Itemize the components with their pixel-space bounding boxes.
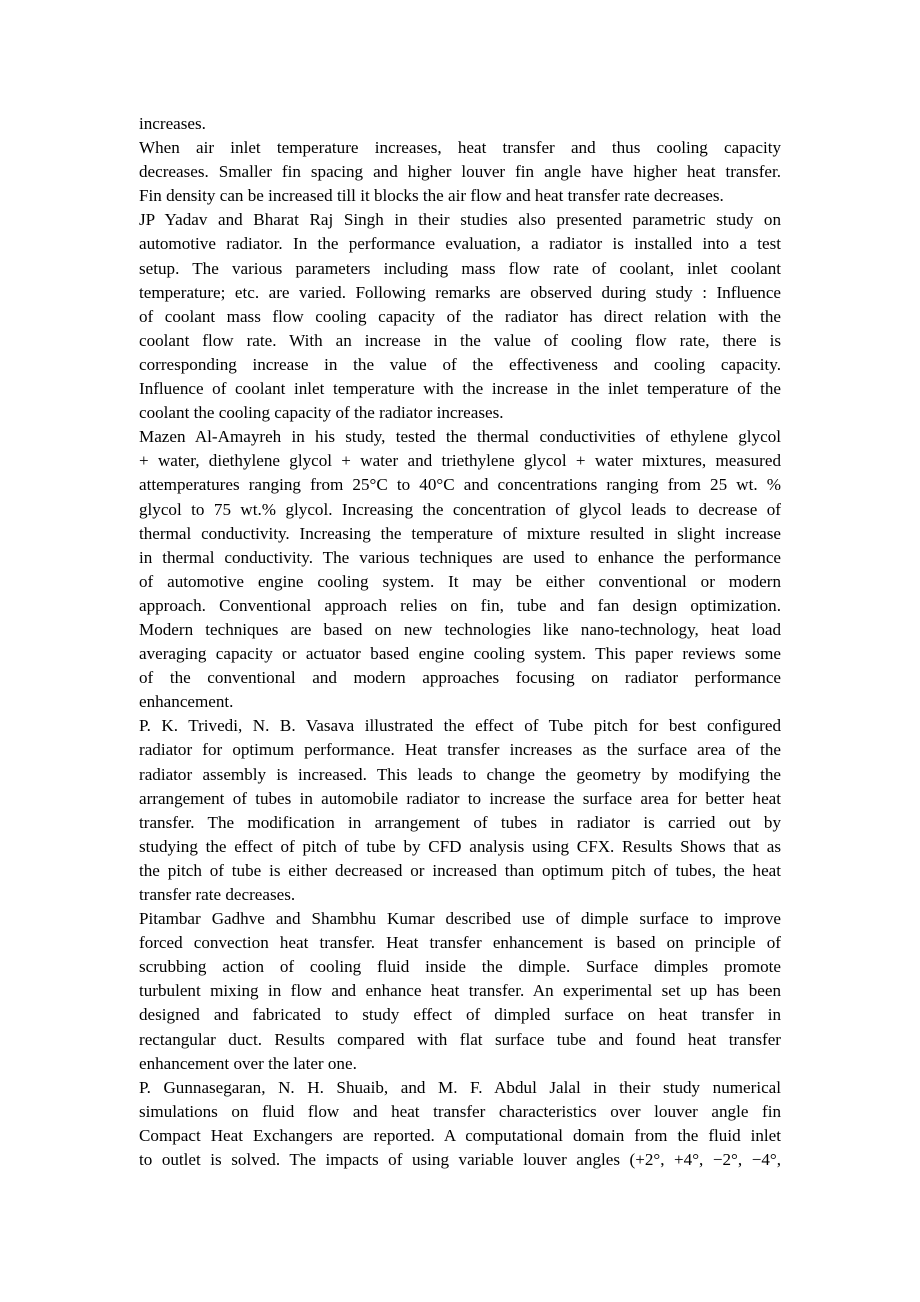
body-paragraph: [139, 112, 781, 136]
text-line: approach. Conventional approach relies on fin, tube and fan design optimization.: [139, 595, 781, 615]
text-line: scrubbing action of cooling fluid inside the dimple. Surface dimples promote: [139, 957, 781, 977]
text-line: setup. The various parameters including mass flow rate of coolant, inlet coolant: [139, 258, 781, 278]
text-line: transfer. The modification in arrangement of tubes in radiator is carried out by: [139, 812, 781, 832]
text-line: averaging capacity or actuator based engine cooling system. This paper reviews some: [139, 644, 781, 664]
text-line: Fin density can be increased till it blocks the air flow and heat transfer rate decreases.: [139, 186, 724, 206]
text-line: Influence of coolant inlet temperature with the increase in the inlet temperature of the: [139, 379, 781, 399]
text-line: decreases. Smaller fin spacing and higher louver fin angle have higher heat transfer.: [139, 162, 781, 182]
text-line: corresponding increase in the value of the effectiveness and cooling capacity.: [139, 354, 781, 374]
text-line: glycol to 75 wt.% glycol. Increasing the concentration of glycol leads to decrease of: [139, 499, 781, 519]
text-line: studying the effect of pitch of tube by CFD analysis using CFX. Results Shows that as: [139, 836, 781, 856]
text-line: of the conventional and modern approaches focusing on radiator performance: [139, 668, 781, 688]
text-line: forced convection heat transfer. Heat transfer enhancement is based on principle of: [139, 933, 781, 953]
body-paragraph: [139, 907, 781, 1076]
text-line: transfer rate decreases.: [139, 885, 296, 904]
text-line: the pitch of tube is either decreased or increased than optimum pitch of tubes, the heat: [139, 860, 781, 880]
body-paragraph: [139, 208, 781, 425]
text-line: + water, diethylene glycol + water and triethylene glycol + water mixtures, measured: [139, 451, 781, 471]
text-line: Compact Heat Exchangers are reported. A computational domain from the fluid inlet: [139, 1125, 781, 1145]
body-paragraph: [139, 1076, 781, 1172]
text-line: thermal conductivity. Increasing the temperature of mixture resulted in slight increase: [139, 523, 781, 543]
text-line: Pitambar Gadhve and Shambhu Kumar described use of dimple surface to improve: [139, 909, 781, 929]
text-line: P. K. Trivedi, N. B. Vasava illustrated the effect of Tube pitch for best configured: [139, 716, 781, 736]
text-line: Modern techniques are based on new technologies like nano-technology, heat load: [139, 619, 781, 639]
text-line: to outlet is solved. The impacts of using variable louver angles (+2°, +4°, −2°, −4°,: [139, 1150, 781, 1170]
text-line: of automotive engine cooling system. It may be either conventional or modern: [139, 571, 781, 591]
text-line: Mazen Al-Amayreh in his study, tested the thermal conductivities of ethylene glycol: [139, 427, 781, 447]
text-line: enhancement over the later one.: [139, 1053, 357, 1073]
body-paragraph: [139, 136, 781, 208]
text-line: enhancement.: [139, 692, 234, 712]
text-line: turbulent mixing in flow and enhance heat transfer. An experimental set up has been: [139, 981, 781, 1001]
text-line: designed and fabricated to study effect of dimpled surface on heat transfer in: [139, 1005, 781, 1025]
text-line: radiator for optimum performance. Heat transfer increases as the surface area of the: [139, 740, 781, 760]
body-paragraph: [139, 425, 781, 714]
text-line: P. Gunnasegaran, N. H. Shuaib, and M. F. Abdul Jalal in their study numerical: [139, 1077, 781, 1097]
text-line: rectangular duct. Results compared with flat surface tube and found heat transfer: [139, 1029, 781, 1049]
body-paragraph: [139, 714, 781, 907]
text-line: automotive radiator. In the performance evaluation, a radiator is installed into a test: [139, 234, 781, 254]
text-line: attemperatures ranging from 25°C to 40°C and concentrations ranging from 25 wt. %: [139, 475, 781, 495]
text-line: When air inlet temperature increases, heat transfer and thus cooling capacity: [139, 138, 781, 158]
text-line: JP Yadav and Bharat Raj Singh in their studies also presented parametric study on: [139, 210, 781, 230]
text-line: radiator assembly is increased. This leads to change the geometry by modifying the: [139, 764, 781, 784]
text-line: coolant flow rate. With an increase in the value of cooling flow rate, there is: [139, 330, 781, 350]
text-line: increases.: [139, 114, 206, 133]
text-line: in thermal conductivity. The various techniques are used to enhance the performance: [139, 547, 781, 567]
text-line: coolant the cooling capacity of the radiator increases.: [139, 403, 504, 423]
document-page: [139, 112, 781, 1172]
text-line: temperature; etc. are varied. Following remarks are observed during study : Influence: [139, 282, 781, 302]
text-line: of coolant mass flow cooling capacity of the radiator has direct relation with the: [139, 306, 781, 326]
text-line: arrangement of tubes in automobile radiator to increase the surface area for better heat: [139, 788, 781, 808]
text-line: simulations on fluid flow and heat transfer characteristics over louver angle fin: [139, 1101, 781, 1121]
